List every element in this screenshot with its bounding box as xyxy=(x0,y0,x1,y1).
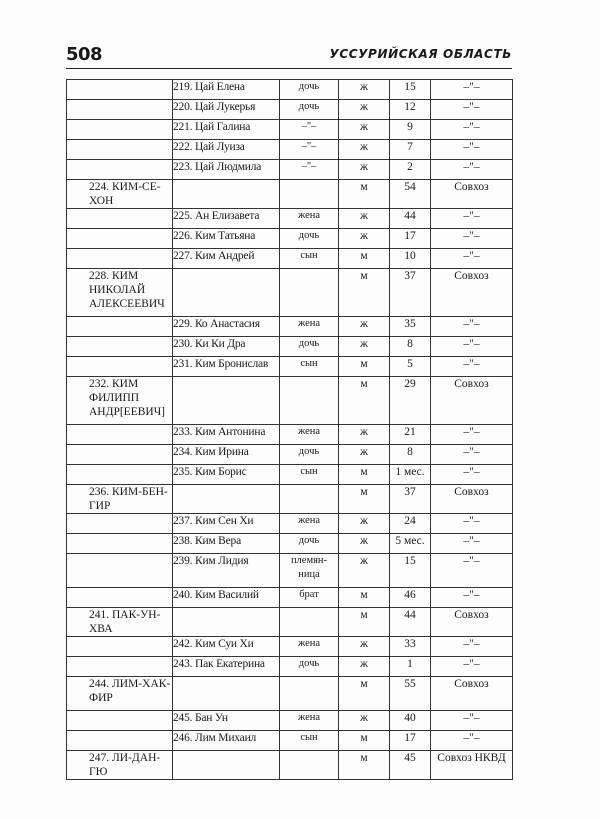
cell-age: 37 xyxy=(390,269,431,317)
cell-relation xyxy=(280,608,339,637)
cell-name: 226. Ким Татьяна xyxy=(173,229,280,249)
cell-age: 8 xyxy=(390,337,431,357)
cell-name xyxy=(173,269,280,317)
table-row xyxy=(67,731,513,751)
table-row xyxy=(67,337,513,357)
cell-note: –"– xyxy=(431,465,513,485)
cell-name: 231. Ким Бронислав xyxy=(173,357,280,377)
table-row xyxy=(67,657,513,677)
cell-note: –"– xyxy=(431,514,513,534)
cell-sex: ж xyxy=(339,229,390,249)
cell-sex: м xyxy=(339,377,390,425)
cell-sex: м xyxy=(339,357,390,377)
cell-relation xyxy=(280,249,339,269)
cell-family xyxy=(67,317,173,337)
cell-age: 1 мес. xyxy=(390,465,431,485)
cell-age: 46 xyxy=(390,588,431,608)
register-table-body xyxy=(67,80,513,780)
cell-age: 5 xyxy=(390,357,431,377)
table-row xyxy=(67,677,513,711)
cell-note: –"– xyxy=(431,140,513,160)
cell-sex: м xyxy=(339,608,390,637)
relation-line: дочь xyxy=(298,101,320,112)
cell-name: 219. Цай Елена xyxy=(173,80,280,100)
cell-family xyxy=(67,514,173,534)
table-row xyxy=(67,120,513,140)
cell-note: –"– xyxy=(431,337,513,357)
table-row xyxy=(67,209,513,229)
cell-sex: ж xyxy=(339,100,390,120)
cell-family xyxy=(67,269,173,317)
cell-age: 33 xyxy=(390,637,431,657)
cell-family xyxy=(67,637,173,657)
cell-family xyxy=(67,229,173,249)
family-line: АЛЕКСЕЕВИЧ xyxy=(89,298,165,310)
cell-sex: ж xyxy=(339,445,390,465)
cell-name: 221. Цай Галина xyxy=(173,120,280,140)
cell-age: 2 xyxy=(390,160,431,180)
cell-relation xyxy=(280,377,339,425)
cell-family xyxy=(67,80,173,100)
table-row xyxy=(67,445,513,465)
relation-line: сын xyxy=(300,466,318,477)
relation-line: брат xyxy=(299,589,319,600)
family-line: 247. ЛИ-ДАН-ГЮ xyxy=(89,752,161,778)
relation-line: жена xyxy=(297,638,321,649)
cell-family xyxy=(67,180,173,209)
cell-age: 29 xyxy=(390,377,431,425)
cell-age: 40 xyxy=(390,711,431,731)
cell-sex: ж xyxy=(339,711,390,731)
family-line: 244. ЛИМ-ХАК- xyxy=(89,678,171,690)
cell-sex: м xyxy=(339,588,390,608)
cell-sex: м xyxy=(339,465,390,485)
table-row xyxy=(67,588,513,608)
cell-sex: ж xyxy=(339,554,390,588)
family-line: 228. КИМ xyxy=(89,270,139,282)
cell-note: Совхоз xyxy=(431,677,513,711)
page-header xyxy=(66,44,512,69)
relation-line: жена xyxy=(297,712,321,723)
cell-note: –"– xyxy=(431,711,513,731)
cell-name xyxy=(173,677,280,711)
relation-line: сын xyxy=(300,732,318,743)
cell-relation xyxy=(280,160,339,180)
cell-sex: ж xyxy=(339,160,390,180)
cell-note: Совхоз xyxy=(431,608,513,637)
cell-name: 229. Ко Анастасия xyxy=(173,317,280,337)
table-row xyxy=(67,100,513,120)
cell-age: 10 xyxy=(390,249,431,269)
table-row xyxy=(67,160,513,180)
cell-family xyxy=(67,357,173,377)
cell-family xyxy=(67,657,173,677)
cell-relation xyxy=(280,554,339,588)
cell-sex: м xyxy=(339,751,390,780)
cell-name: 227. Ким Андрей xyxy=(173,249,280,269)
cell-sex: ж xyxy=(339,637,390,657)
cell-relation xyxy=(280,317,339,337)
cell-name: 246. Лим Михаил xyxy=(173,731,280,751)
table-row xyxy=(67,534,513,554)
cell-age: 15 xyxy=(390,554,431,588)
cell-sex: ж xyxy=(339,120,390,140)
cell-relation xyxy=(280,588,339,608)
cell-relation xyxy=(280,534,339,554)
cell-name xyxy=(173,180,280,209)
cell-name: 237. Ким Сен Хи xyxy=(173,514,280,534)
cell-age: 55 xyxy=(390,677,431,711)
cell-note: –"– xyxy=(431,425,513,445)
cell-family xyxy=(67,377,173,425)
cell-relation xyxy=(280,120,339,140)
family-line: 224. КИМ-СЕ-ХОН xyxy=(89,181,161,207)
cell-relation xyxy=(280,209,339,229)
cell-relation xyxy=(280,337,339,357)
cell-family xyxy=(67,209,173,229)
page-number: 508 xyxy=(66,44,103,65)
cell-note: Совхоз xyxy=(431,377,513,425)
register-table xyxy=(66,79,513,780)
cell-note: Совхоз xyxy=(431,180,513,209)
cell-age: 44 xyxy=(390,608,431,637)
cell-age: 45 xyxy=(390,751,431,780)
cell-relation xyxy=(280,357,339,377)
cell-sex: ж xyxy=(339,514,390,534)
cell-family xyxy=(67,485,173,514)
family-line: 236. КИМ-БЕН-ГИР xyxy=(89,486,168,512)
cell-sex: ж xyxy=(339,140,390,160)
cell-relation xyxy=(280,80,339,100)
relation-line: дочь xyxy=(298,338,320,349)
cell-name xyxy=(173,751,280,780)
cell-sex: м xyxy=(339,249,390,269)
cell-relation xyxy=(280,657,339,677)
cell-note: –"– xyxy=(431,209,513,229)
cell-name: 234. Ким Ирина xyxy=(173,445,280,465)
family-line: ФИЛИПП xyxy=(89,392,140,404)
relation-line: дочь xyxy=(298,446,320,457)
cell-note: –"– xyxy=(431,731,513,751)
cell-sex: ж xyxy=(339,657,390,677)
cell-name: 230. Ки Ки Дра xyxy=(173,337,280,357)
cell-age: 9 xyxy=(390,120,431,140)
cell-sex: м xyxy=(339,485,390,514)
table-row xyxy=(67,180,513,209)
cell-name: 243. Пак Екатерина xyxy=(173,657,280,677)
relation-line: –"– xyxy=(301,161,317,172)
relation-line: –"– xyxy=(301,121,317,132)
cell-sex: м xyxy=(339,677,390,711)
family-line: 232. КИМ xyxy=(89,378,139,390)
relation-line: племян- xyxy=(290,555,328,566)
table-row xyxy=(67,269,513,317)
cell-name: 235. Ким Борис xyxy=(173,465,280,485)
relation-line: –"– xyxy=(301,141,317,152)
cell-age: 1 xyxy=(390,657,431,677)
cell-name: 222. Цай Луиза xyxy=(173,140,280,160)
table-row xyxy=(67,465,513,485)
cell-name: 220. Цай Лукерья xyxy=(173,100,280,120)
cell-age: 35 xyxy=(390,317,431,337)
cell-family xyxy=(67,100,173,120)
cell-relation xyxy=(280,140,339,160)
cell-name: 238. Ким Вера xyxy=(173,534,280,554)
family-line: ФИР xyxy=(89,692,113,704)
cell-relation xyxy=(280,514,339,534)
cell-note: –"– xyxy=(431,534,513,554)
cell-family xyxy=(67,554,173,588)
table-row xyxy=(67,608,513,637)
cell-relation xyxy=(280,229,339,249)
cell-family xyxy=(67,588,173,608)
cell-note: –"– xyxy=(431,120,513,140)
cell-age: 15 xyxy=(390,80,431,100)
cell-name xyxy=(173,485,280,514)
relation-line: сын xyxy=(300,358,318,369)
cell-family xyxy=(67,465,173,485)
cell-age: 5 мес. xyxy=(390,534,431,554)
cell-sex: ж xyxy=(339,534,390,554)
cell-name xyxy=(173,377,280,425)
cell-relation xyxy=(280,677,339,711)
table-row xyxy=(67,711,513,731)
cell-age: 17 xyxy=(390,229,431,249)
cell-name xyxy=(173,608,280,637)
cell-family xyxy=(67,425,173,445)
relation-line: ница xyxy=(298,569,320,580)
cell-relation xyxy=(280,711,339,731)
relation-line: сын xyxy=(300,250,318,261)
cell-sex: м xyxy=(339,731,390,751)
cell-relation xyxy=(280,425,339,445)
cell-age: 8 xyxy=(390,445,431,465)
cell-sex: ж xyxy=(339,317,390,337)
cell-sex: м xyxy=(339,269,390,317)
cell-name: 239. Ким Лидия xyxy=(173,554,280,588)
cell-name: 223. Цай Людмила xyxy=(173,160,280,180)
cell-note: Совхоз НКВД xyxy=(431,751,513,780)
cell-note: –"– xyxy=(431,229,513,249)
cell-note: –"– xyxy=(431,249,513,269)
table-row xyxy=(67,425,513,445)
cell-relation xyxy=(280,731,339,751)
family-line: 241. ПАК-УН-ХВА xyxy=(89,609,161,635)
cell-relation xyxy=(280,100,339,120)
table-row xyxy=(67,249,513,269)
cell-family xyxy=(67,120,173,140)
relation-line: жена xyxy=(297,426,321,437)
cell-note: –"– xyxy=(431,317,513,337)
relation-line: дочь xyxy=(298,535,320,546)
relation-line: жена xyxy=(297,515,321,526)
cell-family xyxy=(67,608,173,637)
family-line: АНДР[ЕЕВИЧ] xyxy=(89,406,166,418)
cell-age: 17 xyxy=(390,731,431,751)
cell-relation xyxy=(280,445,339,465)
cell-sex: м xyxy=(339,180,390,209)
cell-relation xyxy=(280,465,339,485)
cell-relation xyxy=(280,751,339,780)
table-row xyxy=(67,554,513,588)
cell-note: Совхоз xyxy=(431,485,513,514)
cell-name: 245. Бан Ун xyxy=(173,711,280,731)
relation-line: дочь xyxy=(298,658,320,669)
cell-family xyxy=(67,711,173,731)
cell-age: 54 xyxy=(390,180,431,209)
table-row xyxy=(67,637,513,657)
cell-sex: ж xyxy=(339,80,390,100)
relation-line: жена xyxy=(297,318,321,329)
cell-note: –"– xyxy=(431,657,513,677)
cell-note: Совхоз xyxy=(431,269,513,317)
cell-note: –"– xyxy=(431,80,513,100)
cell-age: 24 xyxy=(390,514,431,534)
cell-age: 21 xyxy=(390,425,431,445)
cell-note: –"– xyxy=(431,445,513,465)
cell-note: –"– xyxy=(431,588,513,608)
table-row xyxy=(67,377,513,425)
running-title: УССУРИЙСКАЯ ОБЛАСТЬ xyxy=(329,47,512,61)
cell-age: 12 xyxy=(390,100,431,120)
cell-family xyxy=(67,677,173,711)
cell-note: –"– xyxy=(431,554,513,588)
cell-note: –"– xyxy=(431,160,513,180)
cell-relation xyxy=(280,269,339,317)
cell-name: 233. Ким Антонина xyxy=(173,425,280,445)
relation-line: жена xyxy=(297,210,321,221)
table-row xyxy=(67,485,513,514)
table-row xyxy=(67,229,513,249)
cell-family xyxy=(67,534,173,554)
cell-family xyxy=(67,249,173,269)
cell-family xyxy=(67,731,173,751)
cell-relation xyxy=(280,637,339,657)
cell-family xyxy=(67,160,173,180)
cell-name: 242. Ким Суи Хи xyxy=(173,637,280,657)
cell-note: –"– xyxy=(431,357,513,377)
cell-sex: ж xyxy=(339,425,390,445)
cell-name: 225. Ан Елизавета xyxy=(173,209,280,229)
cell-family xyxy=(67,140,173,160)
cell-age: 44 xyxy=(390,209,431,229)
cell-age: 7 xyxy=(390,140,431,160)
cell-age: 37 xyxy=(390,485,431,514)
cell-relation xyxy=(280,180,339,209)
cell-sex: ж xyxy=(339,209,390,229)
table-row xyxy=(67,140,513,160)
table-row xyxy=(67,80,513,100)
cell-sex: ж xyxy=(339,337,390,357)
table-row xyxy=(67,357,513,377)
cell-family xyxy=(67,337,173,357)
family-line: НИКОЛАЙ xyxy=(89,284,146,296)
table-row xyxy=(67,317,513,337)
relation-line: дочь xyxy=(298,81,320,92)
cell-family xyxy=(67,751,173,780)
table-row xyxy=(67,751,513,780)
table-row xyxy=(67,514,513,534)
cell-family xyxy=(67,445,173,465)
cell-name: 240. Ким Василий xyxy=(173,588,280,608)
cell-note: –"– xyxy=(431,637,513,657)
cell-relation xyxy=(280,485,339,514)
relation-line: дочь xyxy=(298,230,320,241)
cell-note: –"– xyxy=(431,100,513,120)
